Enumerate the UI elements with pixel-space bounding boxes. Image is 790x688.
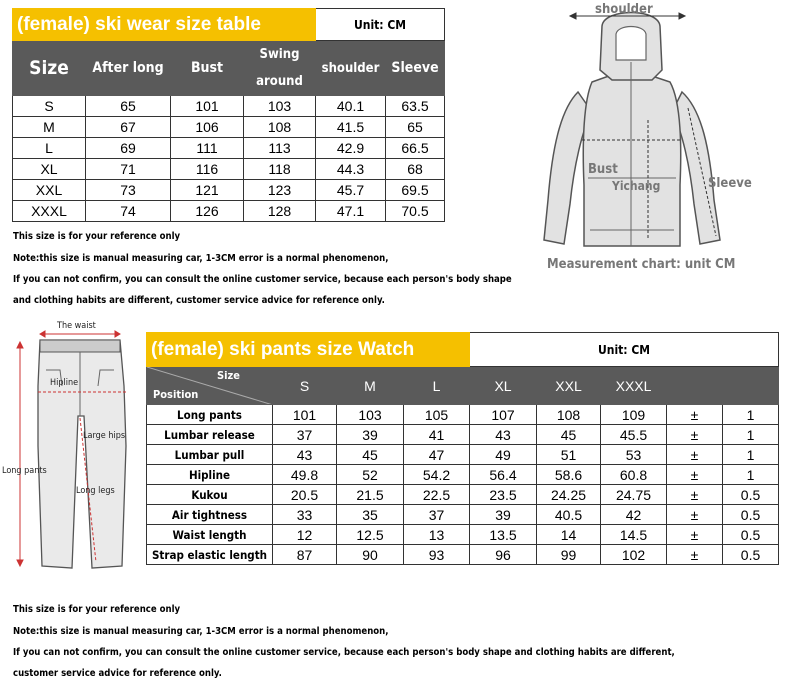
wear-table-title: (female) ski wear size table <box>13 9 316 41</box>
table-cell: 40.5 <box>537 505 601 525</box>
table-cell: 45.5 <box>601 425 667 445</box>
table-cell: 108 <box>244 117 316 138</box>
table-cell: 69 <box>86 138 171 159</box>
jacket-measurement-illustration <box>530 0 760 262</box>
plus-minus: ± <box>667 445 723 465</box>
wear-header-bust: Bust <box>171 41 244 96</box>
ski-pants-size-table <box>146 332 779 565</box>
table-cell: 49 <box>470 445 537 465</box>
table-cell: 101 <box>273 405 337 425</box>
yichang-label: Yichang <box>612 179 661 193</box>
table-cell: M <box>13 117 86 138</box>
table-cell: 45 <box>537 425 601 445</box>
table-cell: 56.4 <box>470 465 537 485</box>
table-cell: 13.5 <box>470 525 537 545</box>
corner-position-label: Position <box>153 388 199 401</box>
bust-label: Bust <box>588 162 618 177</box>
table-cell: 106 <box>171 117 244 138</box>
wear-header-swing-around: Swing around <box>244 41 316 96</box>
table-cell: 43 <box>273 445 337 465</box>
wear-table-unit: Unit: CM <box>316 9 445 41</box>
reference-note: This size is for your reference only <box>13 231 181 242</box>
plus-minus: ± <box>667 525 723 545</box>
table-cell: 21.5 <box>337 485 404 505</box>
tolerance: 0.5 <box>723 545 779 565</box>
pants-header-xl: XL <box>470 367 537 405</box>
table-row <box>13 96 445 117</box>
reference-note-bottom: This size is for your reference only <box>13 604 181 615</box>
table-row <box>147 465 779 485</box>
table-cell: 44.3 <box>316 159 386 180</box>
service-note-bottom: If you can not confirm, you can consult the online customer service, because each person's body shape and clothing habits are different, <box>13 647 675 658</box>
table-cell: 52 <box>337 465 404 485</box>
pants-corner-header <box>147 367 273 405</box>
table-cell: 121 <box>171 180 244 201</box>
table-row <box>147 425 779 445</box>
table-row <box>147 485 779 505</box>
table-row <box>147 405 779 425</box>
tolerance: 1 <box>723 465 779 485</box>
table-cell: 39 <box>337 425 404 445</box>
tolerance: 1 <box>723 445 779 465</box>
row-label: Waist length <box>147 525 273 545</box>
table-cell: 99 <box>537 545 601 565</box>
table-cell: 42.9 <box>316 138 386 159</box>
table-cell: 123 <box>244 180 316 201</box>
row-label: Hipline <box>147 465 273 485</box>
tolerance: 1 <box>723 425 779 445</box>
table-cell: 90 <box>337 545 404 565</box>
table-cell: 20.5 <box>273 485 337 505</box>
table-cell: 103 <box>244 96 316 117</box>
table-cell: 126 <box>171 201 244 222</box>
long-legs-label: Long legs <box>76 486 115 496</box>
plus-minus: ± <box>667 425 723 445</box>
large-hips-label: Large hips <box>83 431 126 441</box>
table-cell: S <box>13 96 86 117</box>
tolerance: 1 <box>723 405 779 425</box>
table-cell: 65 <box>386 117 445 138</box>
table-cell: XXL <box>13 180 86 201</box>
table-cell: 53 <box>601 445 667 465</box>
table-cell: 74 <box>86 201 171 222</box>
table-cell: L <box>13 138 86 159</box>
table-cell: 93 <box>404 545 470 565</box>
wear-header-after-long: After long <box>86 41 171 96</box>
table-row <box>147 545 779 565</box>
table-cell: 41.5 <box>316 117 386 138</box>
table-cell: 60.8 <box>601 465 667 485</box>
measurement-chart-caption: Measurement chart: unit CM <box>547 257 736 272</box>
table-cell: 105 <box>404 405 470 425</box>
table-cell: 109 <box>601 405 667 425</box>
row-label: Long pants <box>147 405 273 425</box>
pants-header-s: S <box>273 367 337 405</box>
pants-header-xxl: XXL <box>537 367 601 405</box>
table-cell: 65 <box>86 96 171 117</box>
pants-header-l: L <box>404 367 470 405</box>
tolerance: 0.5 <box>723 485 779 505</box>
table-cell: 14.5 <box>601 525 667 545</box>
table-cell: XL <box>13 159 86 180</box>
plus-minus: ± <box>667 485 723 505</box>
table-cell: XXXL <box>13 201 86 222</box>
table-cell: 14 <box>537 525 601 545</box>
table-cell: 42 <box>601 505 667 525</box>
table-cell: 13 <box>404 525 470 545</box>
table-cell: 116 <box>171 159 244 180</box>
plus-minus: ± <box>667 545 723 565</box>
table-row <box>13 180 445 201</box>
table-cell: 101 <box>171 96 244 117</box>
row-label: Kukou <box>147 485 273 505</box>
service-note-continued: and clothing habits are different, customer service advice for reference only. <box>13 295 385 306</box>
table-row <box>13 159 445 180</box>
table-cell: 12.5 <box>337 525 404 545</box>
table-row <box>147 445 779 465</box>
table-cell: 96 <box>470 545 537 565</box>
table-cell: 102 <box>601 545 667 565</box>
service-note-bottom-continued: customer service advice for reference only. <box>13 668 222 679</box>
pants-header-tolerance <box>667 367 779 405</box>
table-row <box>13 201 445 222</box>
table-cell: 47 <box>404 445 470 465</box>
table-cell: 54.2 <box>404 465 470 485</box>
row-label: Air tightness <box>147 505 273 525</box>
corner-size-label: Size <box>217 369 240 382</box>
waist-label: The waist <box>57 321 96 331</box>
table-cell: 70.5 <box>386 201 445 222</box>
pants-table-title: (female) ski pants size Watch <box>147 333 470 367</box>
table-cell: 68 <box>386 159 445 180</box>
row-label: Lumbar release <box>147 425 273 445</box>
table-row <box>147 525 779 545</box>
tolerance: 0.5 <box>723 525 779 545</box>
table-cell: 45.7 <box>316 180 386 201</box>
table-cell: 111 <box>171 138 244 159</box>
pants-header-xxxl: XXXL <box>601 367 667 405</box>
table-cell: 33 <box>273 505 337 525</box>
table-cell: 71 <box>86 159 171 180</box>
table-cell: 73 <box>86 180 171 201</box>
table-cell: 87 <box>273 545 337 565</box>
table-row <box>13 117 445 138</box>
table-cell: 24.75 <box>601 485 667 505</box>
table-row <box>13 138 445 159</box>
table-cell: 24.25 <box>537 485 601 505</box>
table-cell: 41 <box>404 425 470 445</box>
table-cell: 58.6 <box>537 465 601 485</box>
measurement-note: Note:this size is manual measuring car, 1-3CM error is a normal phenomenon, <box>13 253 389 264</box>
plus-minus: ± <box>667 405 723 425</box>
hipline-label: Hipline <box>50 378 79 388</box>
table-cell: 39 <box>470 505 537 525</box>
wear-header-shoulder: shoulder <box>316 41 386 96</box>
tolerance: 0.5 <box>723 505 779 525</box>
sleeve-label: Sleeve <box>708 176 752 191</box>
pants-header-m: M <box>337 367 404 405</box>
wear-header-sleeve: Sleeve <box>386 41 445 96</box>
table-cell: 12 <box>273 525 337 545</box>
row-label: Lumbar pull <box>147 445 273 465</box>
table-cell: 35 <box>337 505 404 525</box>
table-cell: 45 <box>337 445 404 465</box>
table-cell: 51 <box>537 445 601 465</box>
wear-header-size: Size <box>13 41 86 96</box>
table-cell: 67 <box>86 117 171 138</box>
table-cell: 128 <box>244 201 316 222</box>
table-cell: 47.1 <box>316 201 386 222</box>
plus-minus: ± <box>667 505 723 525</box>
long-pants-label: Long pants <box>2 466 47 476</box>
service-note: If you can not confirm, you can consult the online customer service, because each person's body shape <box>13 274 512 285</box>
pants-table-unit: Unit: CM <box>470 333 779 367</box>
table-cell: 37 <box>273 425 337 445</box>
table-cell: 37 <box>404 505 470 525</box>
table-cell: 107 <box>470 405 537 425</box>
ski-wear-size-table <box>12 8 445 222</box>
table-row <box>147 505 779 525</box>
table-cell: 108 <box>537 405 601 425</box>
pants-measurement-illustration <box>0 326 140 576</box>
table-cell: 22.5 <box>404 485 470 505</box>
table-cell: 40.1 <box>316 96 386 117</box>
table-cell: 63.5 <box>386 96 445 117</box>
table-cell: 23.5 <box>470 485 537 505</box>
shoulder-label: shoulder <box>595 2 653 17</box>
table-cell: 69.5 <box>386 180 445 201</box>
table-cell: 118 <box>244 159 316 180</box>
table-cell: 103 <box>337 405 404 425</box>
row-label: Strap elastic length <box>147 545 273 565</box>
table-cell: 113 <box>244 138 316 159</box>
plus-minus: ± <box>667 465 723 485</box>
measurement-note-bottom: Note:this size is manual measuring car, 1-3CM error is a normal phenomenon, <box>13 626 389 637</box>
table-cell: 43 <box>470 425 537 445</box>
table-cell: 66.5 <box>386 138 445 159</box>
table-cell: 49.8 <box>273 465 337 485</box>
